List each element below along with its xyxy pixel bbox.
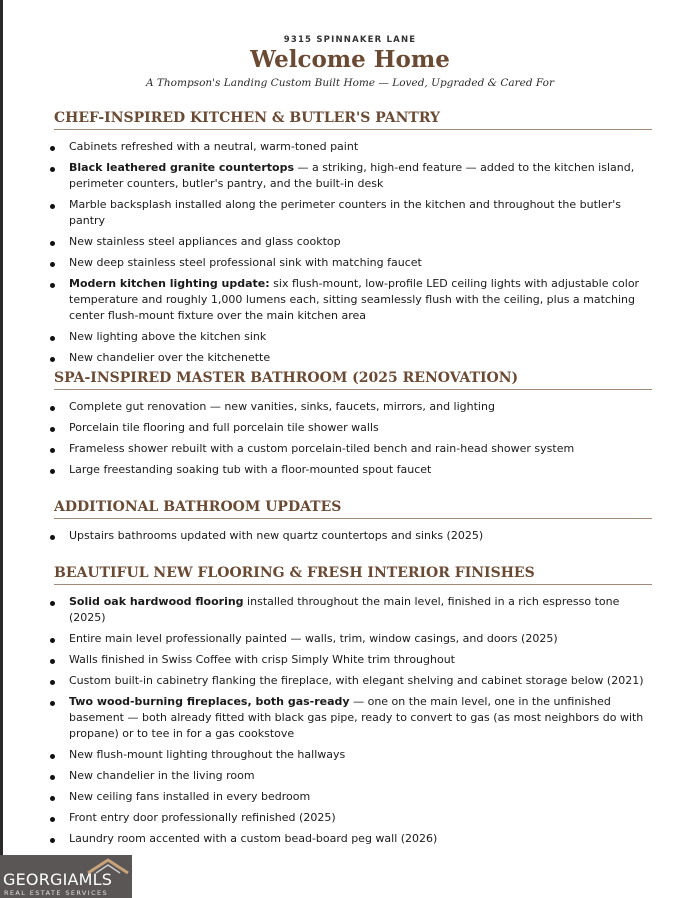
list-item: New flush-mount lighting throughout the hallways <box>54 747 652 763</box>
section-flooring-finishes <box>54 563 652 852</box>
list-item: New lighting above the kitchen sink <box>54 329 652 345</box>
section-list <box>54 139 652 366</box>
list-item: Custom built-in cabinetry flanking the fireplace, with elegant shelving and cabinet storage below (2021) <box>54 673 652 689</box>
list-item: Upstairs bathrooms updated with new quartz countertops and sinks (2025) <box>54 528 652 544</box>
list-item: Two wood-burning fireplaces, both gas-ready — one on the main level, one in the unfinished basement — both already fitted with black gas pipe, ready to convert to gas (as most neighbors do with propane) or to tee in for a gas cookstove <box>54 694 652 742</box>
list-item: New chandelier over the kitchenette <box>54 350 652 366</box>
list-item: Porcelain tile flooring and full porcelain tile shower walls <box>54 420 652 436</box>
list-item: Solid oak hardwood flooring installed throughout the main level, finished in a rich espresso tone (2025) <box>54 594 652 626</box>
page-title: Welcome Home <box>250 46 450 73</box>
list-item: Complete gut renovation — new vanities, sinks, faucets, mirrors, and lighting <box>54 399 652 415</box>
section-kitchen <box>54 108 652 371</box>
list-item: Entire main level professionally painted — walls, trim, window casings, and doors (2025) <box>54 631 652 647</box>
section-additional-bathrooms <box>54 497 652 549</box>
list-item: Marble backsplash installed along the perimeter counters in the kitchen and throughout the butler's pantry <box>54 197 652 229</box>
list-item: Laundry room accented with a custom bead-board peg wall (2026) <box>54 831 652 847</box>
list-item: Front entry door professionally refinished (2025) <box>54 810 652 826</box>
list-item: Cabinets refreshed with a neutral, warm-toned paint <box>54 139 652 155</box>
logo-tagline: REAL ESTATE SERVICES <box>4 889 109 897</box>
list-item: Walls finished in Swiss Coffee with crisp Simply White trim throughout <box>54 652 652 668</box>
list-item: New ceiling fans installed in every bedroom <box>54 789 652 805</box>
list-item: Black leathered granite countertops — a striking, high-end feature — added to the kitchen island, perimeter counters, butler's pantry, and the built-in desk <box>54 160 652 192</box>
property-address: 9315 SPINNAKER LANE <box>283 35 417 45</box>
section-title: BEAUTIFUL NEW FLOORING & FRESH INTERIOR FINISHES <box>54 563 652 585</box>
page-edge <box>0 0 3 898</box>
section-list <box>54 528 652 544</box>
section-title: SPA-INSPIRED MASTER BATHROOM (2025 RENOVATION) <box>54 368 652 390</box>
list-item: New deep stainless steel professional sink with matching faucet <box>54 255 652 271</box>
list-item: New chandelier in the living room <box>54 768 652 784</box>
georgiamls-logo <box>0 855 132 898</box>
list-item: New stainless steel appliances and glass cooktop <box>54 234 652 250</box>
page-subtitle: A Thompson's Landing Custom Built Home — Loved, Upgraded & Cared For <box>146 77 554 89</box>
list-item: Large freestanding soaking tub with a floor-mounted spout faucet <box>54 462 652 478</box>
section-title: ADDITIONAL BATHROOM UPDATES <box>54 497 652 519</box>
logo-wordmark: GEORGIAMLS <box>3 870 113 889</box>
list-item: Modern kitchen lighting update: six flush-mount, low-profile LED ceiling lights with adjustable color temperature and roughly 1,000 lumens each, sitting seamlessly flush with the ceiling, plus a matching center flush-mount fixture over the main kitchen area <box>54 276 652 324</box>
section-list <box>54 594 652 847</box>
section-title: CHEF-INSPIRED KITCHEN & BUTLER'S PANTRY <box>54 108 652 130</box>
section-master-bathroom <box>54 368 652 483</box>
section-list <box>54 399 652 478</box>
list-item: Frameless shower rebuilt with a custom porcelain-tiled bench and rain-head shower system <box>54 441 652 457</box>
